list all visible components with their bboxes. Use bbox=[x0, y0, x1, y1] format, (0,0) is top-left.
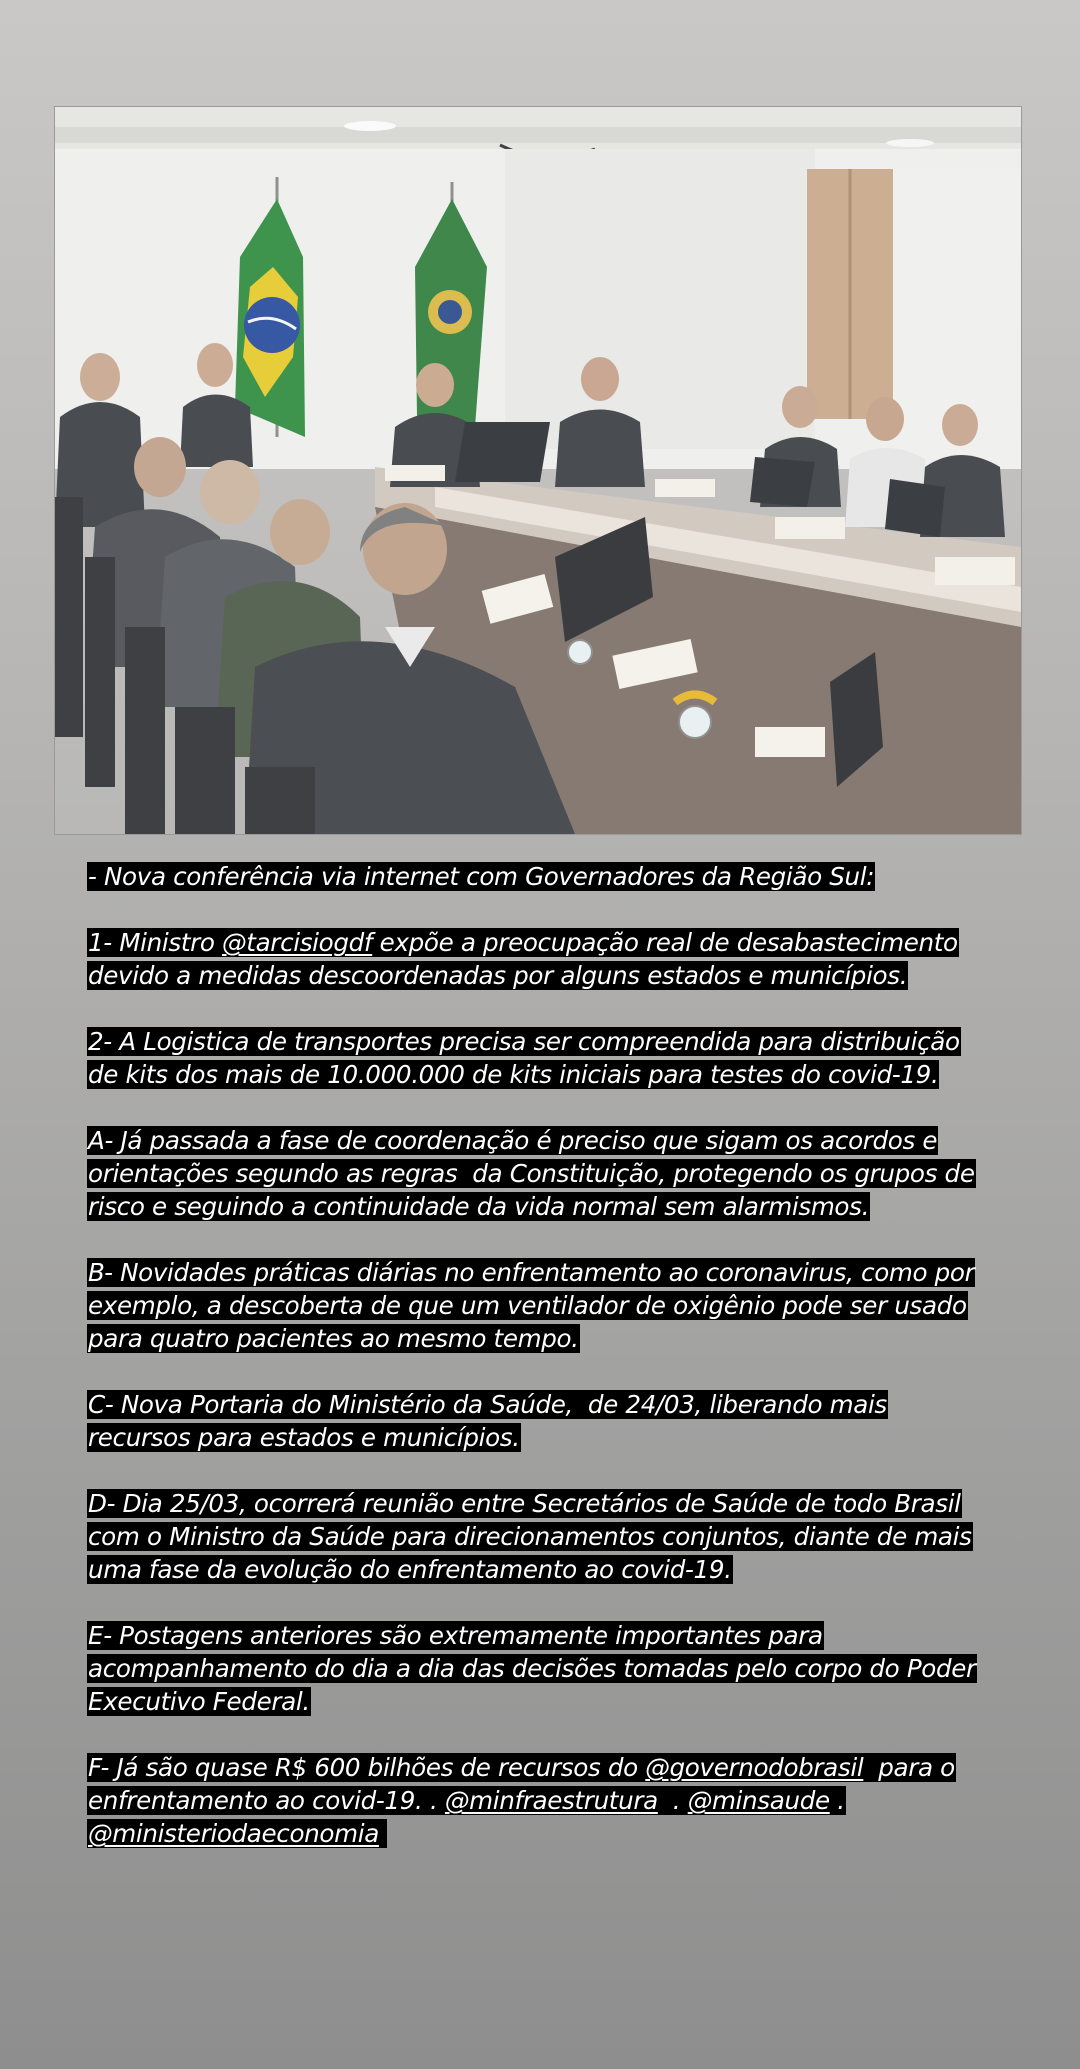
caption-line bbox=[87, 959, 1027, 992]
mention-link[interactable]: @tarcisiogdf bbox=[222, 928, 373, 957]
caption-text: - Nova conferência via internet com Governadores da Região Sul: bbox=[88, 862, 875, 891]
highlighted-text bbox=[87, 1621, 824, 1650]
caption-text: acompanhamento do dia a dia das decisões tomadas pelo corpo do Poder bbox=[88, 1654, 976, 1683]
caption-text: A- Já passada a fase de coordenação é preciso que sigam os acordos e bbox=[88, 1126, 938, 1155]
caption-text: expõe a preocupação real de desabastecimento bbox=[372, 928, 958, 957]
caption-line bbox=[87, 1520, 1027, 1553]
highlighted-text bbox=[87, 1324, 580, 1353]
caption-line bbox=[87, 1388, 1027, 1421]
highlighted-text bbox=[87, 1258, 975, 1287]
highlighted-text bbox=[87, 1423, 521, 1452]
caption-paragraph bbox=[87, 1751, 1027, 1850]
caption-line bbox=[87, 1058, 1027, 1091]
highlighted-text bbox=[87, 1654, 977, 1683]
caption-line bbox=[87, 1652, 1027, 1685]
caption-text: C- Nova Portaria do Ministério da Saúde, de 24/03, liberando mais bbox=[88, 1390, 887, 1419]
highlighted-text bbox=[87, 1027, 961, 1056]
caption-paragraph bbox=[87, 1025, 1027, 1091]
caption-line bbox=[87, 1157, 1027, 1190]
highlighted-text bbox=[87, 928, 959, 957]
highlighted-text bbox=[87, 961, 908, 990]
caption-line bbox=[87, 1784, 1027, 1817]
caption-text: de kits dos mais de 10.000.000 de kits iniciais para testes do covid-19. bbox=[88, 1060, 939, 1089]
highlighted-text bbox=[87, 862, 875, 891]
caption-text: orientações segundo as regras da Constituição, protegendo os grupos de bbox=[88, 1159, 975, 1188]
caption-paragraph bbox=[87, 1256, 1027, 1355]
caption-line bbox=[87, 926, 1027, 959]
caption-paragraph bbox=[87, 1619, 1027, 1718]
caption-paragraph bbox=[87, 926, 1027, 992]
caption-text: . bbox=[657, 1786, 688, 1815]
caption-line bbox=[87, 1553, 1027, 1586]
caption-paragraph bbox=[87, 1487, 1027, 1586]
meeting-illustration bbox=[55, 107, 1021, 834]
mention-link[interactable]: @governodobrasil bbox=[645, 1753, 864, 1782]
caption-line bbox=[87, 1619, 1027, 1652]
caption-paragraph bbox=[87, 1388, 1027, 1454]
highlighted-text bbox=[87, 1786, 846, 1815]
highlighted-text bbox=[87, 1060, 939, 1089]
caption-line bbox=[87, 1289, 1027, 1322]
caption-line bbox=[87, 1487, 1027, 1520]
caption-text bbox=[379, 1819, 386, 1848]
caption-line bbox=[87, 1817, 1027, 1850]
caption-text: para o bbox=[863, 1753, 955, 1782]
caption-line bbox=[87, 1025, 1027, 1058]
post-caption bbox=[87, 860, 1027, 1883]
mention-link[interactable]: @minfraestrutura bbox=[444, 1786, 658, 1815]
highlighted-text bbox=[87, 1192, 870, 1221]
mention-link[interactable]: @ministeriodaeconomia bbox=[88, 1819, 379, 1848]
highlighted-text bbox=[87, 1819, 387, 1848]
meeting-photo bbox=[54, 106, 1022, 835]
caption-text: . bbox=[829, 1786, 845, 1815]
caption-text: com o Ministro da Saúde para direcionamentos conjuntos, diante de mais bbox=[88, 1522, 972, 1551]
caption-line bbox=[87, 1256, 1027, 1289]
caption-text: devido a medidas descoordenadas por alguns estados e municípios. bbox=[88, 961, 908, 990]
caption-text: uma fase da evolução do enfrentamento ao covid-19. bbox=[88, 1555, 732, 1584]
caption-line bbox=[87, 1751, 1027, 1784]
highlighted-text bbox=[87, 1126, 938, 1155]
caption-line bbox=[87, 1190, 1027, 1223]
highlighted-text bbox=[87, 1489, 962, 1518]
caption-paragraph bbox=[87, 860, 1027, 893]
highlighted-text bbox=[87, 1687, 311, 1716]
caption-text: recursos para estados e municípios. bbox=[88, 1423, 520, 1452]
caption-text: exemplo, a descoberta de que um ventilador de oxigênio pode ser usado bbox=[88, 1291, 967, 1320]
highlighted-text bbox=[87, 1555, 733, 1584]
caption-text: enfrentamento ao covid-19. . bbox=[88, 1786, 445, 1815]
caption-line bbox=[87, 1421, 1027, 1454]
caption-text: risco e seguindo a continuidade da vida normal sem alarmismos. bbox=[88, 1192, 870, 1221]
mention-link[interactable]: @minsaude bbox=[687, 1786, 830, 1815]
caption-line bbox=[87, 1322, 1027, 1355]
caption-text: F- Já são quase R$ 600 bilhões de recursos do bbox=[88, 1753, 646, 1782]
highlighted-text bbox=[87, 1753, 956, 1782]
caption-paragraph bbox=[87, 1124, 1027, 1223]
caption-line bbox=[87, 1124, 1027, 1157]
caption-text: para quatro pacientes ao mesmo tempo. bbox=[88, 1324, 579, 1353]
caption-text: 1- Ministro bbox=[88, 928, 223, 957]
caption-text: E- Postagens anteriores são extremamente importantes para bbox=[88, 1621, 823, 1650]
caption-text: 2- A Logistica de transportes precisa ser compreendida para distribuição bbox=[88, 1027, 960, 1056]
caption-line bbox=[87, 860, 1027, 893]
caption-text: B- Novidades práticas diárias no enfrentamento ao coronavirus, como por bbox=[88, 1258, 975, 1287]
highlighted-text bbox=[87, 1159, 976, 1188]
highlighted-text bbox=[87, 1390, 888, 1419]
caption-line bbox=[87, 1685, 1027, 1718]
highlighted-text bbox=[87, 1291, 968, 1320]
caption-text: Executivo Federal. bbox=[88, 1687, 310, 1716]
caption-text: D- Dia 25/03, ocorrerá reunião entre Secretários de Saúde de todo Brasil bbox=[88, 1489, 961, 1518]
highlighted-text bbox=[87, 1522, 973, 1551]
